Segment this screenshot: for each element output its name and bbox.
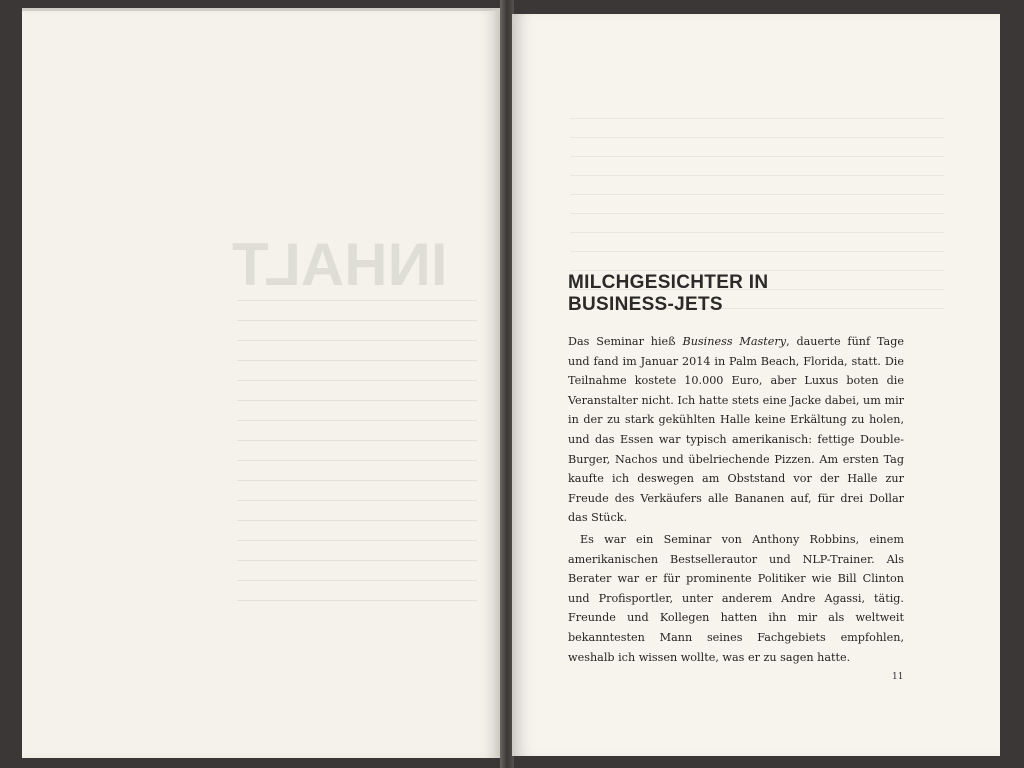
ghost-toc-show-through: [237, 300, 477, 620]
chapter-body: [568, 332, 904, 667]
page-number: 11: [892, 672, 904, 682]
paragraph-1-rest: , dauerte fünf Tage und fand im Januar 2014 in Palm Beach, Florida, statt. Die Teilnahme kostete 10.000 Euro, aber Luxus boten die Veranstalter nicht. Ich hatte stets eine Jacke dabei, um mir in der zu stark gekühlten Halle keine Erkältung zu holen, und das Essen war typisch amerikanisch: fettige Double-Burger, Nachos und übelriechende Pizzen. Am ersten Tag kaufte ich deswegen am Obststand vor der Halle zur Freude des Verkäufers alle Bananen auf, für drei Dollar das Stück.: [568, 335, 905, 525]
chapter-title: [568, 272, 768, 316]
paragraph-2: Es war ein Seminar von Anthony Robbins, einem amerikanischen Bestsellerautor und NLP-Trainer. Als Berater war er für prominente Politiker wie Bill Clinton und Profisportler, unter anderem Andre Agassi, tätig. Freunde und Kollegen hatten ihn mir als weltweit bekanntesten Mann seines Fachgebiets empfohlen, weshalb ich wissen wollte, was er zu sagen hatte.: [568, 532, 904, 664]
left-page: [22, 10, 500, 758]
chapter-title-line-1: MILCHGESICHTER IN: [568, 272, 769, 293]
left-page-top-edge: [22, 8, 500, 11]
chapter-title-line-2: BUSINESS-JETS: [568, 294, 723, 315]
paragraph-1-start: Das Seminar hieß: [568, 335, 683, 348]
seminar-name: Business Mastery: [682, 335, 787, 348]
ghost-heading-show-through: INHALT: [232, 231, 448, 298]
paragraph-1: [568, 332, 904, 528]
